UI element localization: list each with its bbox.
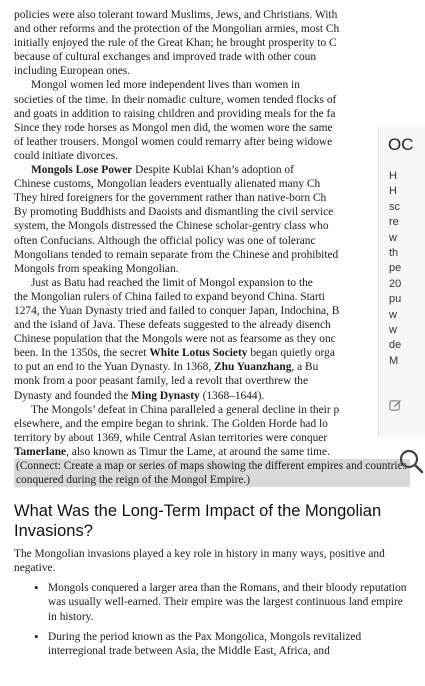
key-term: White Lotus Society [149,347,248,360]
text-run: been. In the 1350s, the secret [14,347,150,360]
main-text-column [14,8,412,664]
side-comment-panel[interactable] [378,127,425,437]
text-run: began quietly orga [247,347,335,360]
impact-list [14,581,412,657]
text-run: Dynasty and founded the [14,389,132,402]
text-line: policies were also tolerant toward Muslims, Jews, and Christians. With [14,9,338,21]
panel-line: w [389,308,397,321]
list-item: • During the period known as the Pax Mongolica, Mongols revitalized interregional trade between Asia, the Middle East, Africa, and [48,630,412,658]
panel-line: re [389,216,399,229]
text-line: 1274, the Yuan Dynasty tried and failed to conquer Japan, Indochina, B [14,304,340,317]
text-line [14,346,378,360]
section-intro: The Mongolian invasions played a key role in history in many ways, positive and negative. [14,548,385,575]
text-line: Mongolians tended to remain separate from the Chinese and prohibited [14,248,339,261]
text-run: , also known as Timur the Lame, at around the same time. [66,445,330,458]
panel-line: w [389,324,397,337]
text-run: (1368–1644). [199,389,265,402]
text-line: monk from a poor peasant family, led a revolt that overthrew the [14,375,309,388]
text-line [14,163,378,177]
text-line: Just as Batu had reached the limit of Mongol expansion to the [31,276,313,289]
text-line: Chinese customs, Mongolian leaders eventually alienated many Ch [14,178,321,191]
text-line [14,445,378,459]
text-line: and other reforms and the protection of the Mongolian armies, most Ch [14,23,340,36]
text-line: often Confucians. Although the official policy was one of toleranc [14,234,316,247]
clipped-region [14,8,378,459]
text-line [14,360,378,374]
list-item: • Mongols conquered a larger area than the Romans, and their bloody reputation was usually well-earned. Their empire was the largest continuous land empire in history. [48,581,412,623]
text-line: The Mongols’ defeat in China paralleled a general decline in their p [31,403,340,416]
paragraph-4 [14,276,378,403]
text-line: Since they rode horses as Mongol men did, the women wore the same [14,121,333,134]
key-term: Zhu Yuanzhang [214,361,292,374]
panel-line: w [389,231,397,244]
paragraph-1 [14,8,378,78]
text-line: initially enjoyed the rule of the Great Khan; he brought prosperity to C [14,37,337,50]
text-line: Mongols from speaking Mongolian. [14,262,179,275]
panel-line: 20 [389,277,402,290]
paragraph-5 [14,403,378,459]
text-line [14,389,378,403]
text-line: Chinese population that the Mongols were not as fearsome as they onc [14,333,336,346]
panel-line: H [389,170,397,182]
panel-line: th [389,247,399,260]
text-run: Despite Kublai Khan’s adoption of [132,164,294,177]
paragraph-3 [14,163,378,276]
text-line: and the island of Java. These defeats suggested to the already disench [14,319,331,332]
panel-line: pu [389,293,402,306]
text-line: They hired foreigners for the government rather than native-born Ch [14,192,327,205]
text-line: and goats in addition to raising children and providing meals for the fa [14,107,336,120]
text-run: , a Bu [291,361,319,374]
connect-activity-highlight: (Connect: Create a map or series of maps showing the different empires and countries conquered during the reign of the Mongol Empire.) [14,459,410,487]
paragraph-2 [14,78,378,163]
section-run-in-heading: Mongols Lose Power [31,164,133,177]
panel-line: H [389,185,397,198]
panel-line: sc [389,200,400,213]
text-line: of leather trousers. Mongol women could remarry after being widowe [14,135,333,148]
text-line: system, the Mongols distressed the Chinese scholar-gentry class who [14,220,329,233]
edit-icon[interactable] [389,399,402,412]
panel-title: OC [388,135,414,154]
panel-line: M [389,354,399,367]
text-line: societies of the time. In their nomadic culture, women tended flocks of [14,93,337,106]
text-line: Mongol women led more independent lives than women in [31,79,300,92]
key-term: Tamerlane [14,445,67,458]
text-line: could initiate divorces. [14,149,119,162]
panel-line: pe [389,262,402,275]
key-term: Ming Dynasty [131,389,200,402]
section-heading: What Was the Long-Term Impact of the Mongolian Invasions? [14,502,382,541]
panel-text [389,169,401,369]
text-line: because of cultural exchanges and improved trade with other coun [14,51,317,64]
text-line: including European ones. [14,65,131,78]
panel-line: de [389,339,402,352]
text-run: to put an end to the Yuan Dynasty. In 1368, [14,361,215,374]
search-icon[interactable] [397,446,425,478]
text-line: the Mongolian rulers of China failed to expand beyond China. Starti [14,290,325,303]
text-line: By promoting Buddhists and Daoists and dismantling the civil service [14,206,334,219]
text-line: territory by about 1369, while Central Asian territories were conquer [14,431,328,444]
text-line: elsewhere, and the empire began to shrink. The Golden Horde had lo [14,417,328,430]
